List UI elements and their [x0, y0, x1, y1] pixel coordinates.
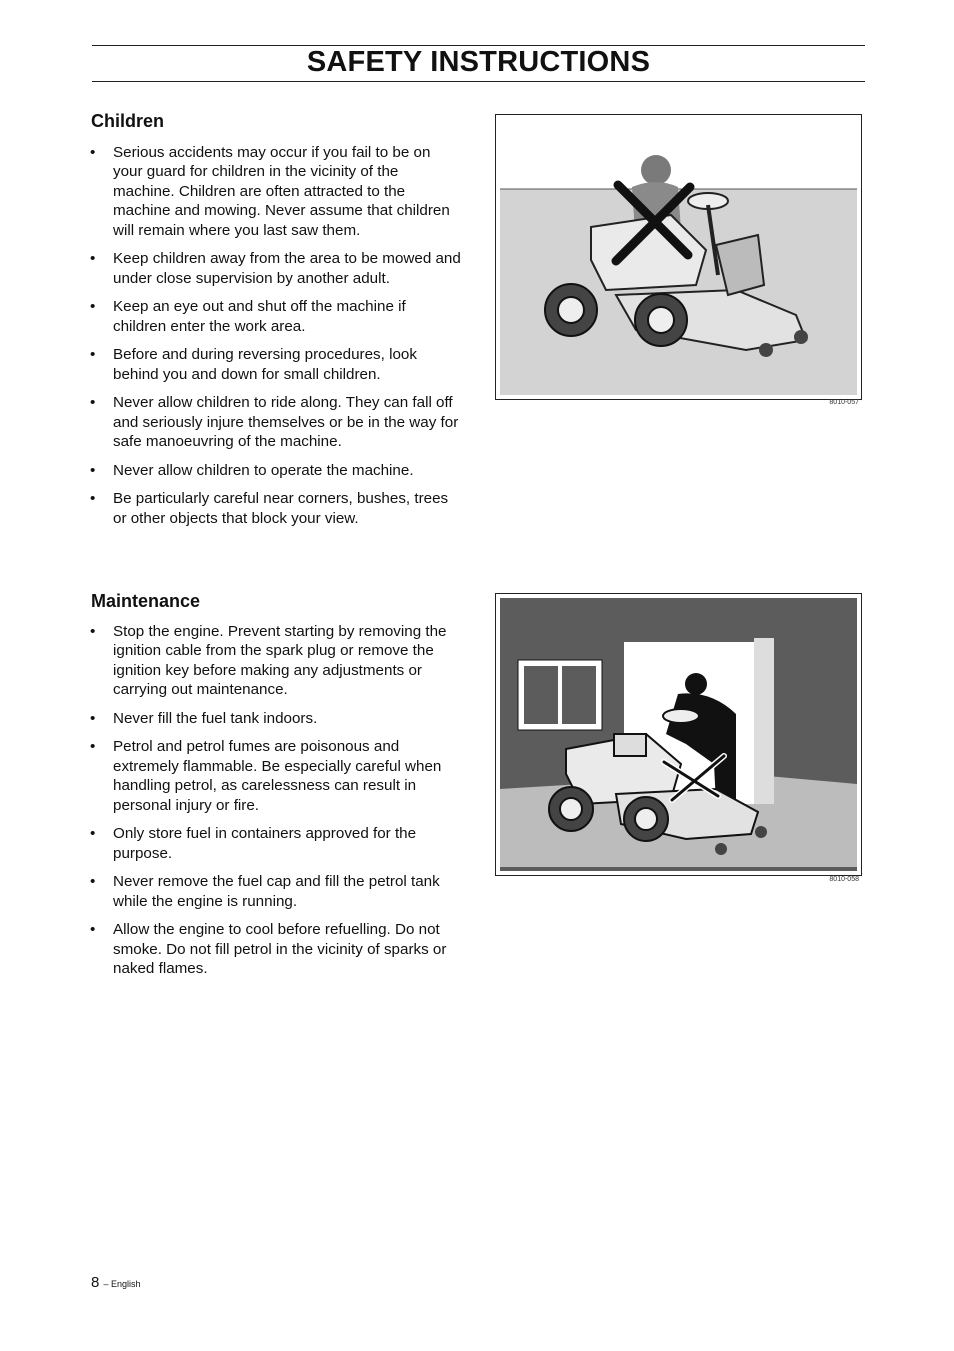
list-item: • Never allow children to ride along. They can fall off and seriously injure themselves or be in the way for safe manoeuvring of the machine. — [91, 393, 463, 451]
header-rule-bottom — [92, 81, 865, 82]
list-item: • Never fill the fuel tank indoors. — [91, 709, 463, 728]
page-footer — [91, 1274, 141, 1291]
page-title: SAFETY INSTRUCTIONS — [306, 46, 651, 78]
list-item: • Petrol and petrol fumes are poisonous and extremely flammable. Be especially careful when handling petrol, as carelessness can result in personal injury or fire. — [91, 737, 463, 815]
mower-with-child-illustration — [496, 115, 861, 399]
list-item: • Only store fuel in containers approved for the purpose. — [91, 824, 463, 863]
children-bullet-list — [91, 143, 463, 537]
list-item: • Never allow children to operate the machine. — [91, 461, 463, 480]
list-item: • Be particularly careful near corners, bushes, trees or other objects that block your view. — [91, 489, 463, 528]
list-item: • Keep children away from the area to be mowed and under close supervision by another adult. — [91, 249, 463, 288]
mower-indoors-illustration — [496, 594, 861, 875]
list-item: • Before and during reversing procedures, look behind you and down for small children. — [91, 345, 463, 384]
list-item: • Keep an eye out and shut off the machine if children enter the work area. — [91, 297, 463, 336]
section-heading-maintenance: Maintenance — [91, 591, 201, 611]
list-item: • Never remove the fuel cap and fill the petrol tank while the engine is running. — [91, 872, 463, 911]
page-number: 8 — [91, 1274, 100, 1291]
figure-code: 8010-057 — [829, 399, 859, 406]
list-item: • Allow the engine to cool before refuelling. Do not smoke. Do not fill petrol in the vicinity of sparks or naked flames. — [91, 920, 463, 978]
footer-language: – English — [103, 1279, 141, 1289]
figure-code: 8010-058 — [829, 876, 859, 883]
list-item: • Stop the engine. Prevent starting by removing the ignition cable from the spark plug or remove the ignition key before making any adjustments or carrying out maintenance. — [91, 622, 463, 700]
children-illustration — [495, 114, 862, 400]
list-item: • Serious accidents may occur if you fail to be on your guard for children in the vicinity of the machine. Children are often attracted to the machine and mowing. Never assume that children will remain where you last saw them. — [91, 143, 463, 240]
section-heading-children: Children — [91, 111, 165, 131]
maintenance-illustration — [495, 593, 862, 876]
maintenance-bullet-list — [91, 622, 463, 988]
